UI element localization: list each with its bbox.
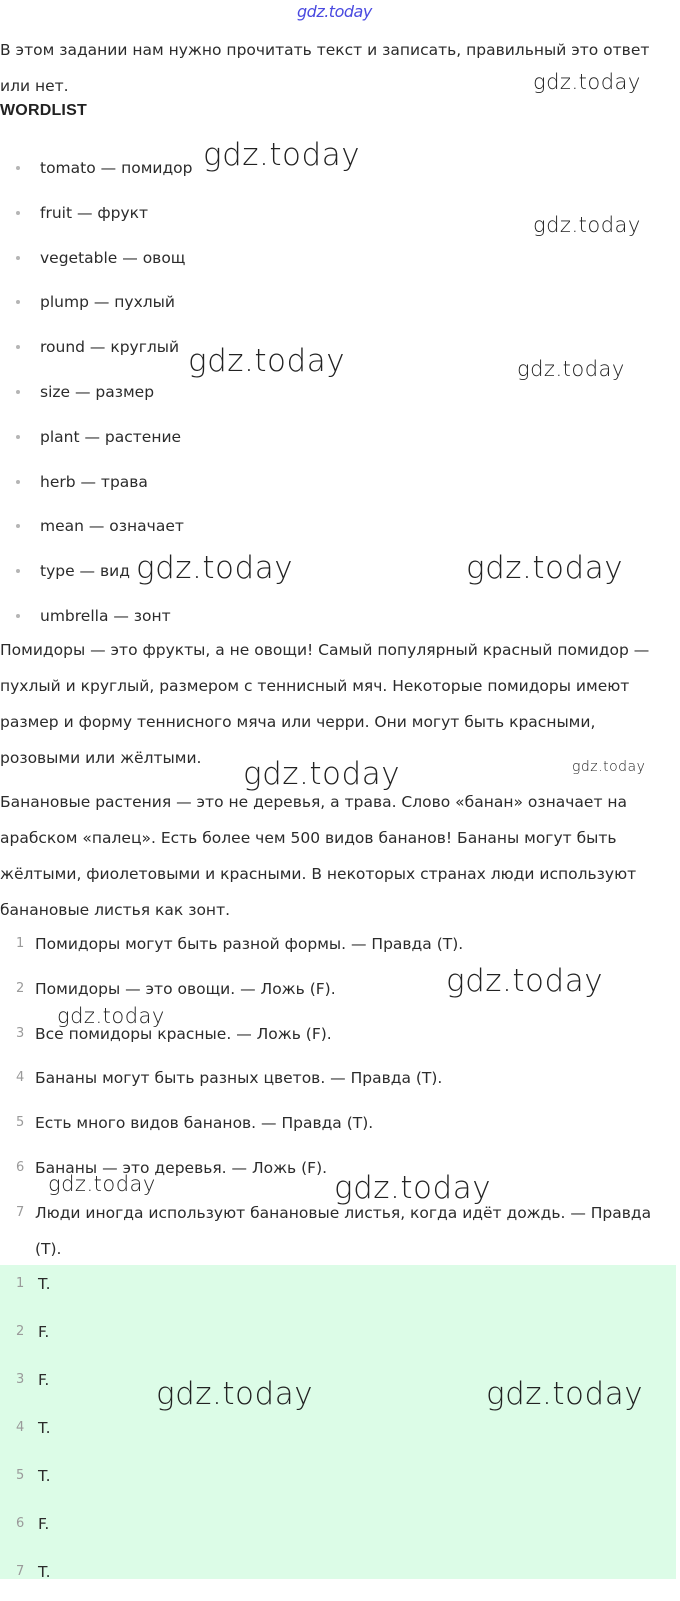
wordlist-item-text: tomato — помидор bbox=[40, 159, 193, 177]
statement-text: Бананы — это деревья. — Ложь (F). bbox=[35, 1158, 328, 1177]
bullet-icon bbox=[16, 435, 20, 439]
bullet-icon bbox=[16, 480, 20, 484]
wordlist-item-text: vegetable — овощ bbox=[40, 248, 186, 267]
wordlist bbox=[0, 146, 193, 639]
answer-text: T. bbox=[38, 1275, 51, 1293]
statement-number: 6 bbox=[16, 1159, 25, 1175]
bullet-icon bbox=[16, 345, 20, 349]
answer-text: F. bbox=[38, 1515, 50, 1533]
statement-item bbox=[0, 1060, 680, 1105]
answer-text: T. bbox=[38, 1467, 51, 1485]
watermark: gdz.today bbox=[334, 1170, 492, 1206]
watermark: gdz.today bbox=[446, 963, 604, 999]
list-item bbox=[0, 370, 193, 415]
watermark: gdz.today bbox=[243, 756, 401, 792]
answer-number: 5 bbox=[16, 1468, 25, 1483]
answer-item bbox=[0, 1265, 51, 1313]
answer-number: 3 bbox=[16, 1372, 25, 1387]
list-item bbox=[0, 325, 193, 370]
watermark: gdz.today bbox=[572, 759, 646, 775]
answer-item bbox=[0, 1361, 51, 1409]
statement-item bbox=[0, 1150, 680, 1195]
watermark: gdz.today bbox=[57, 1004, 165, 1028]
answer-number: 4 bbox=[16, 1420, 25, 1435]
watermark: gdz.today bbox=[517, 357, 625, 381]
statement-item bbox=[0, 1105, 680, 1150]
list-item bbox=[0, 146, 193, 191]
statement-text: Все помидоры красные. — Ложь (F). bbox=[35, 1024, 332, 1043]
statement-item bbox=[0, 971, 680, 1016]
statements-list bbox=[0, 926, 680, 1267]
statement-number: 4 bbox=[16, 1070, 25, 1086]
watermark: gdz.today bbox=[48, 1172, 156, 1196]
statement-item bbox=[0, 1016, 680, 1061]
watermark: gdz.today bbox=[466, 550, 624, 586]
statement-item bbox=[0, 1195, 680, 1267]
wordlist-item-text: mean — означает bbox=[40, 517, 184, 536]
watermark: gdz.today bbox=[156, 1376, 314, 1412]
list-item bbox=[0, 236, 193, 281]
paragraph-tomatoes: Помидоры — это фрукты, а не овощи! Самый популярный красный помидор — пухлый и круглый, размером с теннисный мяч. Некоторые помидоры имеют размер и форму теннисного мяча или черри. Они могут быть красными, розовыми или жёлтыми. bbox=[0, 641, 650, 767]
answer-number: 7 bbox=[16, 1564, 25, 1579]
answer-number: 6 bbox=[16, 1516, 25, 1531]
watermark: gdz.today bbox=[533, 70, 641, 94]
list-item bbox=[0, 280, 193, 325]
wordlist-item-text: size — размер bbox=[40, 382, 155, 401]
answer-number: 2 bbox=[16, 1324, 25, 1339]
answers-box bbox=[0, 1265, 676, 1579]
statement-text: Есть много видов бананов. — Правда (T). bbox=[35, 1114, 374, 1133]
answer-text: T. bbox=[38, 1563, 51, 1581]
watermark: gdz.today bbox=[486, 1376, 644, 1412]
wordlist-item-text: fruit — фрукт bbox=[40, 203, 149, 222]
wordlist-item-text: herb — трава bbox=[40, 472, 148, 491]
list-item bbox=[0, 549, 193, 594]
list-item bbox=[0, 415, 193, 460]
bullet-icon bbox=[16, 300, 20, 304]
answer-item bbox=[0, 1553, 51, 1601]
statement-number: 7 bbox=[16, 1204, 25, 1220]
bullet-icon bbox=[16, 524, 20, 528]
statement-number: 2 bbox=[16, 980, 25, 996]
wordlist-item-text: umbrella — зонт bbox=[40, 606, 171, 625]
answer-number: 1 bbox=[16, 1276, 25, 1291]
answer-item bbox=[0, 1505, 51, 1553]
watermark: gdz.today bbox=[136, 550, 294, 586]
intro-text: В этом задании нам нужно прочитать текст и записать, правильный это ответ или нет. bbox=[0, 41, 650, 95]
bullet-icon bbox=[16, 390, 20, 394]
bullet-icon bbox=[16, 256, 20, 260]
answer-text: F. bbox=[38, 1371, 50, 1389]
statement-text: Люди иногда используют банановые листья, когда идёт дождь. — Правда (T). bbox=[35, 1203, 652, 1258]
answers-list bbox=[0, 1265, 51, 1601]
wordlist-item-text: plump — пухлый bbox=[40, 293, 175, 312]
watermark: gdz.today bbox=[203, 137, 361, 173]
watermark: gdz.today bbox=[533, 213, 641, 237]
paragraph-bananas: Банановые растения — это не деревья, а трава. Слово «банан» означает на арабском «палец». Есть более чем 500 видов бананов! Бананы могут быть жёлтыми, фиолетовыми и красными. В некоторых странах люди используют банановые листья как зонт. bbox=[0, 793, 637, 919]
statement-number: 3 bbox=[16, 1025, 25, 1041]
statement-item bbox=[0, 926, 680, 971]
wordlist-item-text: type — вид bbox=[40, 562, 130, 581]
statement-number: 1 bbox=[16, 936, 25, 951]
bullet-icon bbox=[16, 569, 20, 573]
wordlist-item-text: plant — растение bbox=[40, 427, 182, 446]
statement-text: Помидоры могут быть разной формы. — Правда (T). bbox=[35, 935, 464, 953]
watermark: gdz.today bbox=[188, 343, 346, 379]
bullet-icon bbox=[16, 166, 20, 170]
answer-item bbox=[0, 1457, 51, 1505]
list-item bbox=[0, 460, 193, 505]
statement-number: 5 bbox=[16, 1115, 25, 1131]
answer-text: F. bbox=[38, 1323, 50, 1341]
wordlist-item-text: round — круглый bbox=[40, 338, 180, 357]
site-logo[interactable]: gdz.today bbox=[297, 2, 372, 21]
answer-item bbox=[0, 1409, 51, 1457]
bullet-icon bbox=[16, 211, 20, 215]
answer-text: T. bbox=[38, 1419, 51, 1437]
bullet-icon bbox=[16, 614, 20, 618]
list-item bbox=[0, 504, 193, 549]
answer-item bbox=[0, 1313, 51, 1361]
statement-text: Помидоры — это овощи. — Ложь (F). bbox=[35, 979, 336, 998]
list-item bbox=[0, 191, 193, 236]
wordlist-heading: WORDLIST bbox=[0, 102, 87, 119]
statement-text: Бананы могут быть разных цветов. — Правда (T). bbox=[35, 1069, 443, 1088]
